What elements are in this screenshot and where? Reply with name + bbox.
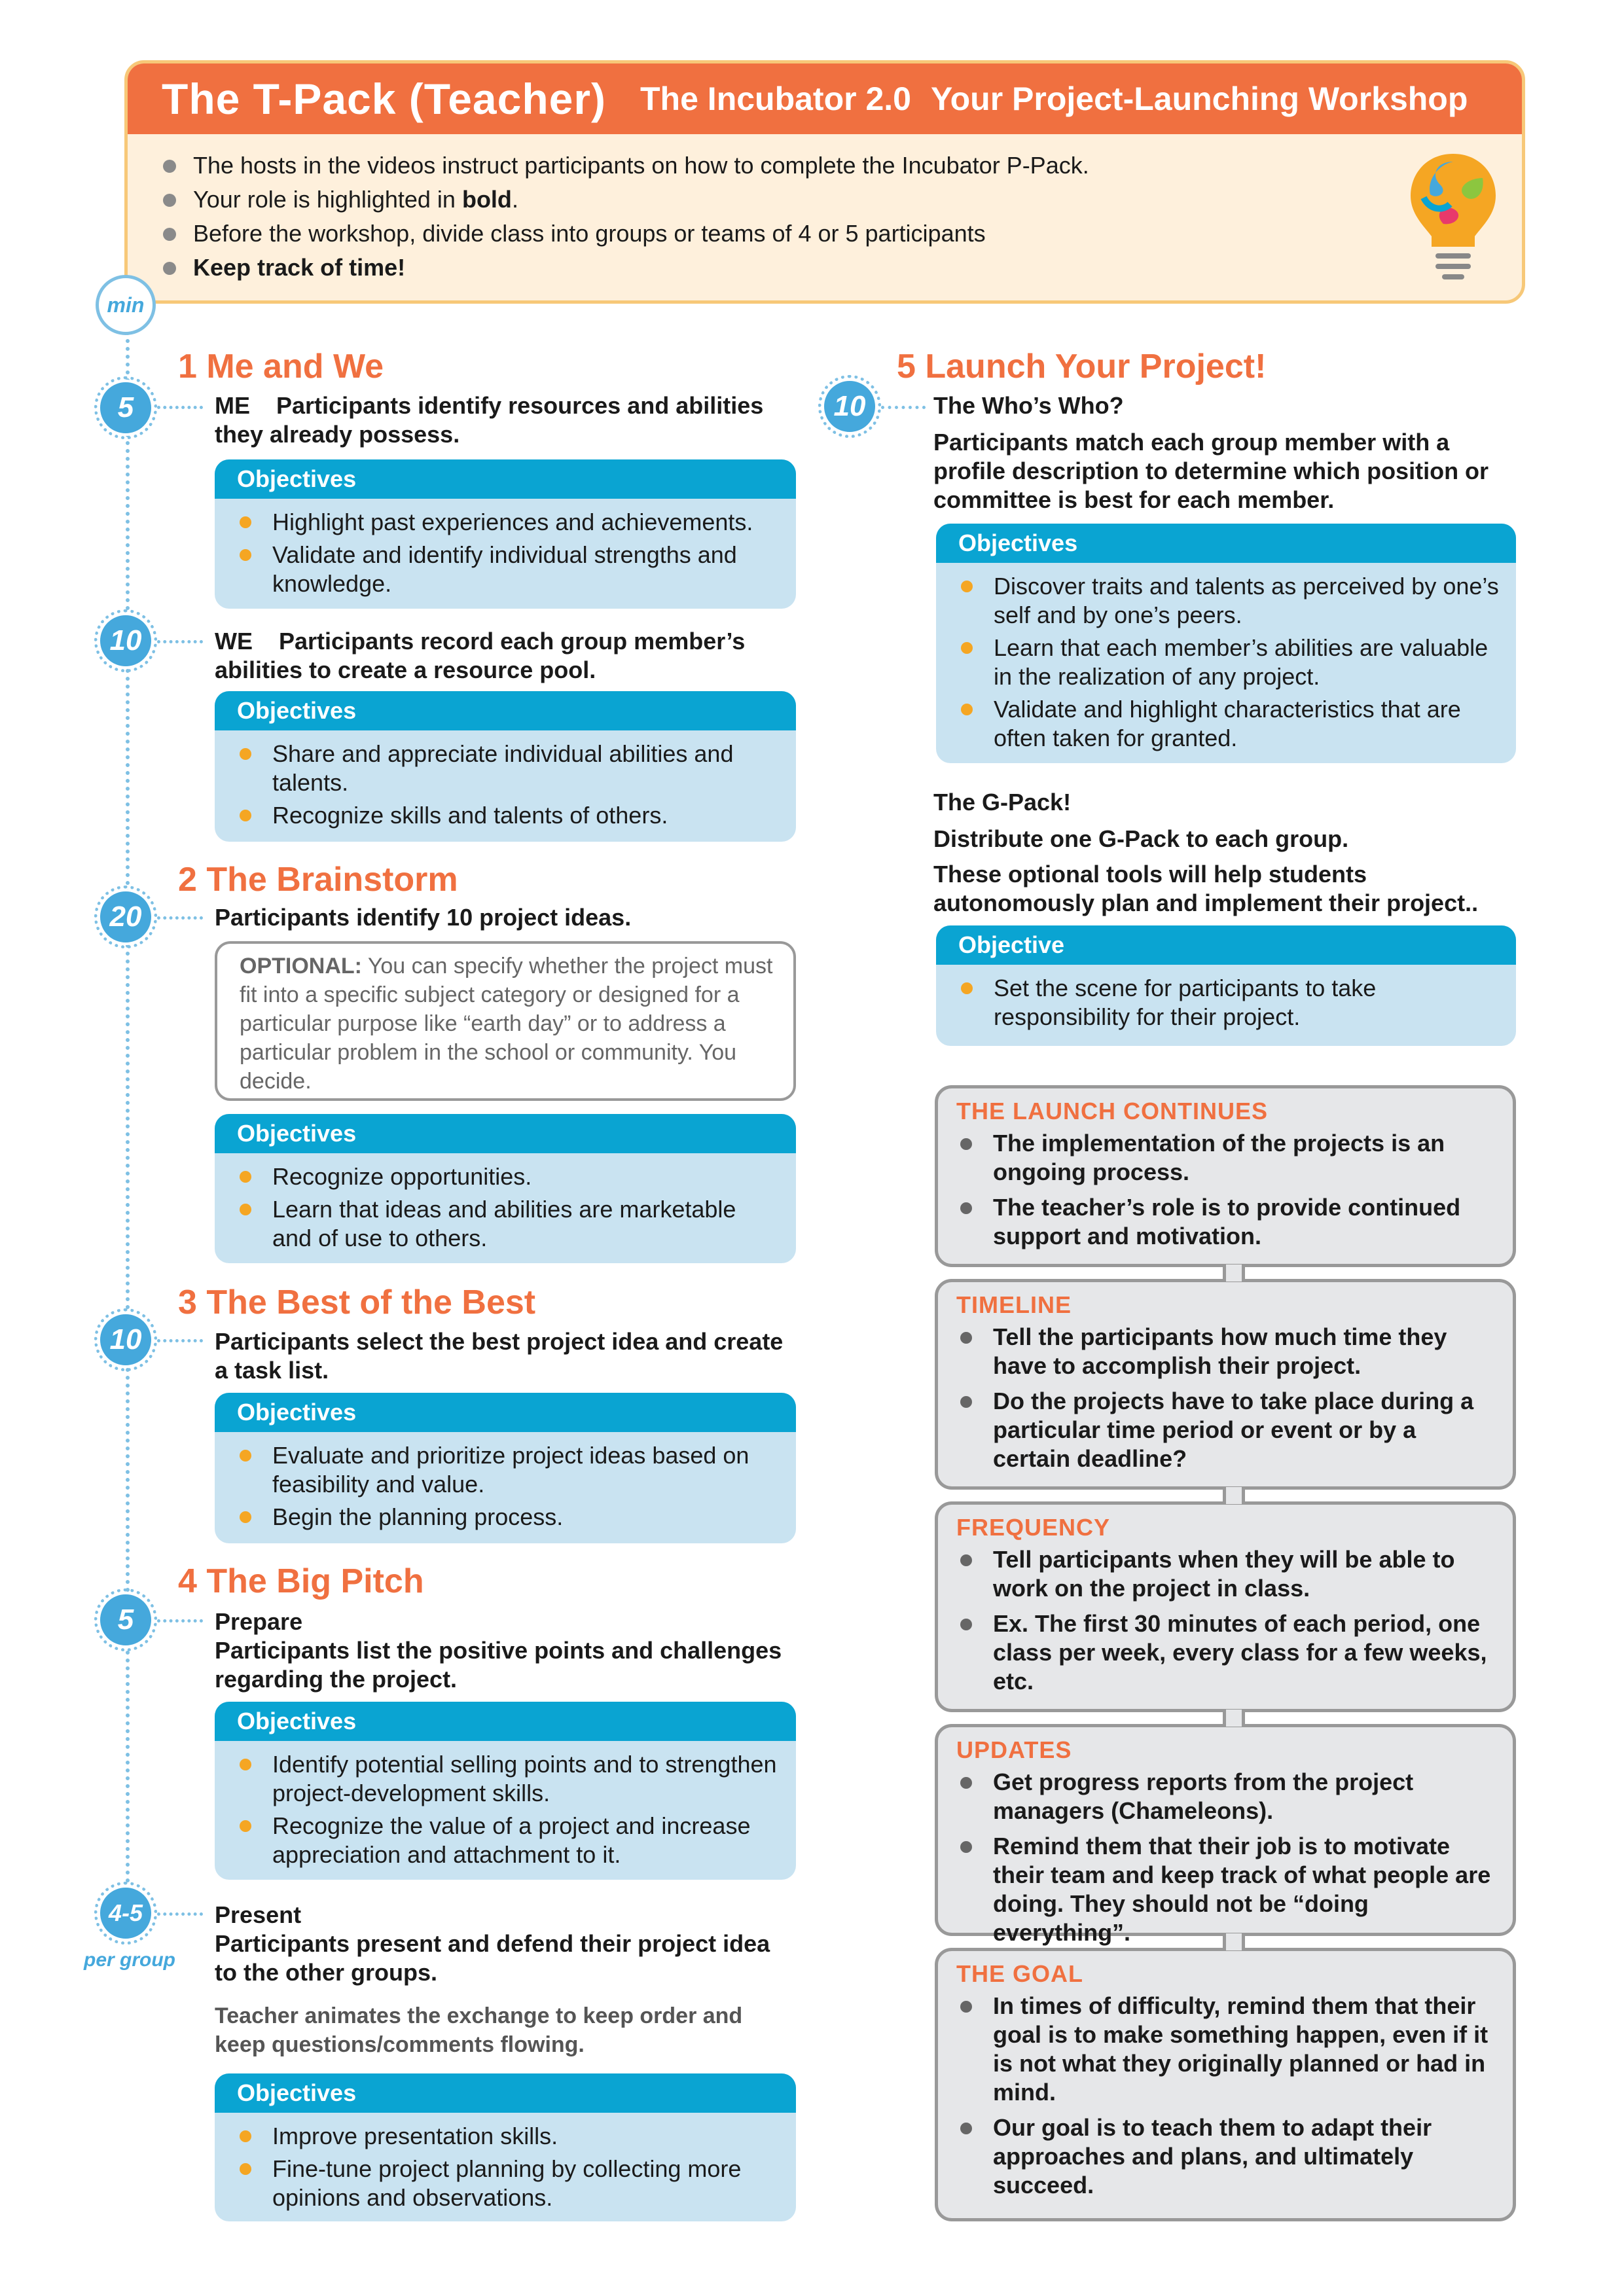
best-description: Participants select the best project idea and create a task list. xyxy=(215,1328,784,1384)
lightbulb-logo-icon xyxy=(1404,149,1502,286)
present-description: Present Participants present and defend their project idea to the other groups. xyxy=(215,1901,770,1986)
page-subtitle-2: Your Project-Launching Workshop xyxy=(930,81,1468,117)
time-badge: 10 xyxy=(98,613,154,669)
objective-item: Evaluate and prioritize project ideas based on feasibility and value. xyxy=(272,1441,780,1499)
box-connector xyxy=(1223,1710,1245,1727)
updates-box xyxy=(935,1724,1516,1946)
box-title: THE GOAL xyxy=(956,1960,1083,1987)
gpack-label: The G-Pack! xyxy=(933,789,1072,816)
box-item: Our goal is to teach them to adapt their approaches and plans, and ultimately succeed. xyxy=(993,2113,1500,2200)
prepare-description: Prepare Participants list the positive points and challenges regarding the project. xyxy=(215,1608,782,1693)
header-bullet: Keep track of time! xyxy=(193,251,1522,285)
objective-item: Learn that each member’s abilities are valuable in the realization of any project. xyxy=(994,634,1500,691)
box-item: The implementation of the projects is an ongoing process. xyxy=(993,1129,1500,1187)
optional-note: OPTIONAL: You can specify whether the project must fit into a specific subject category or designed for a particular purpose like “earth day” or to address a particular problem in the school or community. You decide. xyxy=(215,941,796,1101)
objectives-header: Objectives xyxy=(215,459,796,499)
whos-who-label: The Who’s Who? xyxy=(933,392,1124,419)
objectives-header: Objectives xyxy=(215,691,796,730)
box-connector xyxy=(1223,1265,1245,1282)
timeline-box xyxy=(935,1279,1516,1490)
objective-item: Recognize opportunities. xyxy=(272,1162,780,1191)
timeline-line xyxy=(126,308,130,1931)
objective-box xyxy=(936,925,1516,1046)
objectives-box xyxy=(936,524,1516,763)
section-1-title: 1 Me and We xyxy=(178,348,384,386)
objective-item: Share and appreciate individual abilities and talents. xyxy=(272,740,780,797)
timeline-connector xyxy=(157,1912,203,1916)
header-bar xyxy=(128,63,1522,134)
objectives-box xyxy=(215,691,796,842)
objective-item: Recognize the value of a project and increase appreciation and attachment to it. xyxy=(272,1812,780,1869)
box-item: Ex. The first 30 minutes of each period, one class per week, every class for a few weeks, etc. xyxy=(993,1609,1500,1696)
me-description: ME Participants identify resources and abilities they already possess. xyxy=(215,392,764,448)
objective-header: Objective xyxy=(936,925,1516,965)
objective-item: Learn that ideas and abilities are marketable and of use to others. xyxy=(272,1195,780,1253)
box-item: Tell the participants how much time they have to accomplish their project. xyxy=(993,1323,1500,1380)
timeline-connector xyxy=(881,406,926,409)
objective-item: Set the scene for participants to take responsibility for their project. xyxy=(994,974,1500,1031)
header-bullet: The hosts in the videos instruct participants on how to complete the Incubator P-Pack. xyxy=(193,149,1522,183)
objectives-box xyxy=(215,1702,796,1880)
min-badge: min xyxy=(96,275,156,335)
timeline-connector xyxy=(157,1619,203,1623)
objectives-box xyxy=(215,459,796,609)
objective-item: Recognize skills and talents of others. xyxy=(272,801,780,830)
objectives-box xyxy=(215,1393,796,1543)
box-item: The teacher’s role is to provide continued support and motivation. xyxy=(993,1193,1500,1251)
box-title: FREQUENCY xyxy=(956,1514,1111,1541)
objective-item: Validate and identify individual strengths and knowledge. xyxy=(272,541,780,598)
objectives-box xyxy=(215,2073,796,2221)
box-item: Get progress reports from the project managers (Chameleons). xyxy=(993,1768,1500,1825)
timeline-connector xyxy=(157,916,203,920)
page-subtitle: The Incubator 2.0 xyxy=(640,81,911,117)
objective-item: Discover traits and talents as perceived by one’s self and by one’s peers. xyxy=(994,572,1500,630)
box-title: THE LAUNCH CONTINUES xyxy=(956,1098,1268,1124)
header-bullets xyxy=(128,134,1522,285)
objective-item: Fine-tune project planning by collecting more opinions and observations. xyxy=(272,2155,780,2212)
section-2-title: 2 The Brainstorm xyxy=(178,861,458,899)
section-4-title: 4 The Big Pitch xyxy=(178,1562,424,1600)
section-5-title: 5 Launch Your Project! xyxy=(897,348,1267,386)
time-badge: 20 xyxy=(98,889,154,945)
header-bullet: Your role is highlighted in bold. xyxy=(193,183,1522,217)
header-panel xyxy=(124,60,1525,304)
objectives-header: Objectives xyxy=(215,2073,796,2113)
time-badge: 10 xyxy=(98,1312,154,1368)
objectives-header: Objectives xyxy=(215,1114,796,1153)
objective-item: Improve presentation skills. xyxy=(272,2122,780,2151)
timeline-connector xyxy=(157,640,203,643)
objective-item: Validate and highlight characteristics that are often taken for granted. xyxy=(994,695,1500,753)
timeline-connector xyxy=(157,406,203,409)
objectives-header: Objectives xyxy=(215,1702,796,1741)
goal-box xyxy=(935,1948,1516,2221)
time-badge: 5 xyxy=(98,1592,154,1648)
objective-item: Highlight past experiences and achievements. xyxy=(272,508,780,537)
page-title: The T-Pack (Teacher) xyxy=(162,75,607,123)
time-badge: 10 xyxy=(821,378,878,435)
box-title: UPDATES xyxy=(956,1736,1072,1763)
box-item: Do the projects have to take place during a particular time period or event or by a certain deadline? xyxy=(993,1387,1500,1473)
section-3-title: 3 The Best of the Best xyxy=(178,1283,536,1321)
frequency-box xyxy=(935,1501,1516,1712)
launch-continues-box xyxy=(935,1085,1516,1267)
gpack-text-2: These optional tools will help students autonomously plan and implement their project.. xyxy=(933,861,1479,916)
time-badge: 5 xyxy=(98,380,154,436)
objectives-box xyxy=(215,1114,796,1263)
objective-item: Begin the planning process. xyxy=(272,1503,780,1532)
header-bullet: Before the workshop, divide class into groups or teams of 4 or 5 participants xyxy=(193,217,1522,251)
box-connector xyxy=(1223,1487,1245,1504)
box-item: Tell participants when they will be able to work on the project in class. xyxy=(993,1545,1500,1603)
we-description: WE Participants record each group member’s abilities to create a resource pool. xyxy=(215,628,746,683)
box-item: Remind them that their job is to motivate their team and keep track of what people are doing. They should not be “doing everything”. xyxy=(993,1832,1500,1947)
timeline-connector xyxy=(157,1339,203,1342)
per-group-label: per group xyxy=(84,1949,175,1971)
objectives-header: Objectives xyxy=(936,524,1516,563)
whos-who-description: Participants match each group member with a profile description to determine which position or committee is best for each member. xyxy=(933,429,1489,513)
objective-item: Identify potential selling points and to strengthen project-development skills. xyxy=(272,1750,780,1808)
box-connector xyxy=(1223,1933,1245,1950)
box-item: In times of difficulty, remind them that their goal is to make something happen, even if it is not what they originally planned or had in mind. xyxy=(993,1992,1500,2107)
teacher-note: Teacher animates the exchange to keep order and keep questions/comments flowing. xyxy=(215,2003,743,2057)
objectives-header: Objectives xyxy=(215,1393,796,1432)
box-title: TIMELINE xyxy=(956,1291,1072,1318)
brainstorm-description: Participants identify 10 project ideas. xyxy=(215,904,632,931)
time-badge: 4-5 xyxy=(98,1885,154,1941)
gpack-text-1: Distribute one G-Pack to each group. xyxy=(933,825,1349,852)
